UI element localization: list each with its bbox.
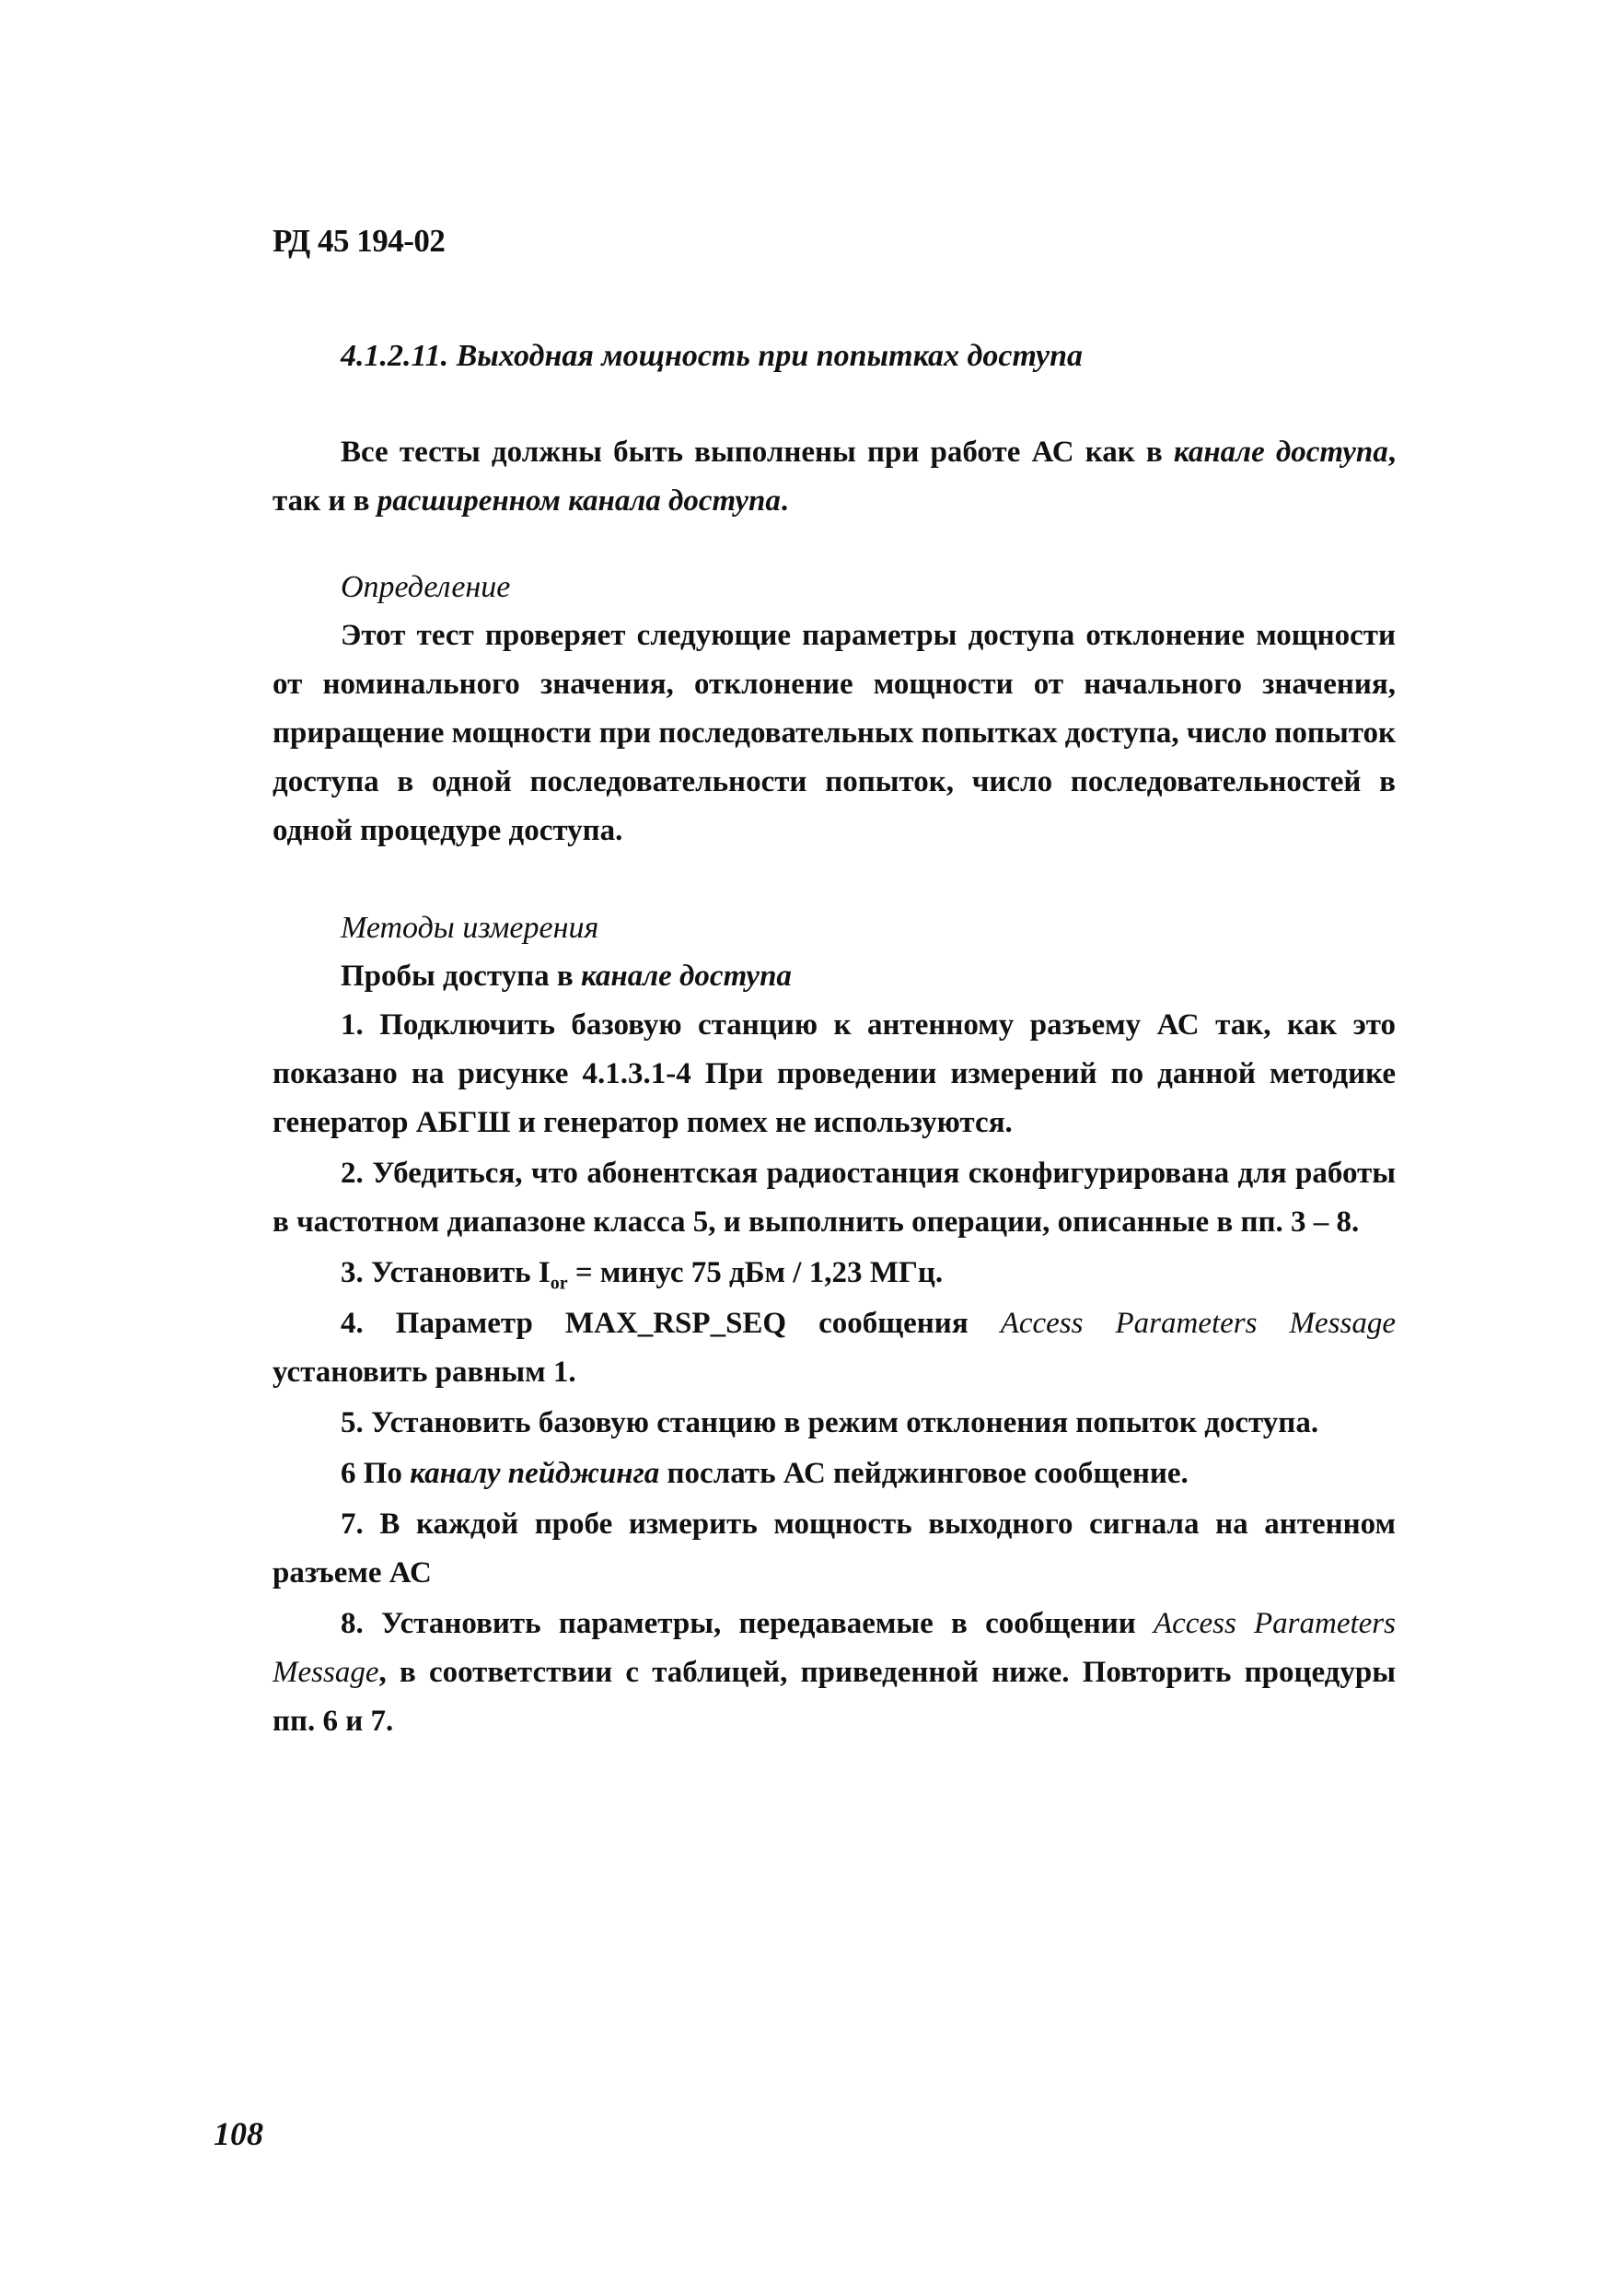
methods-heading: Методы измерения xyxy=(341,911,599,945)
step-4: 4. Параметр MAX_RSP_SEQ сообщения Access Parameters Message установить равным 1. xyxy=(273,1307,1396,1389)
probe-intro: Пробы доступа в канале доступа xyxy=(341,960,792,993)
page-number: 108 xyxy=(214,2115,263,2152)
step-8: 8. Установить параметры, передаваемые в сообщении Access Parameters Message, в соответствии с таблицей, приведенной ниже. Повторить процедуры пп. 6 и 7. xyxy=(273,1607,1396,1738)
term-extended-access-channel: расширенном канала доступа xyxy=(377,484,781,518)
page-content xyxy=(273,332,1396,1748)
section-title: 4.1.2.11. Выходная мощность при попытках доступа xyxy=(341,339,1084,373)
term-access-parameters-message: Access Parameters Message xyxy=(1000,1307,1396,1340)
definition-heading: Определение xyxy=(341,570,511,604)
step-1: 1. Подключить базовую станцию к антенному разъему АС так, как это показано на рисунке 4.1.3.1-4 При проведении измерений по данной методике генератор АБГШ и генератор помех не используются. xyxy=(273,1008,1396,1139)
document-code-header: РД 45 194-02 xyxy=(273,223,446,259)
term-access-parameters-message-2: Access Parameters Message xyxy=(273,1607,1396,1689)
step-6: 6 По каналу пейджинга послать АС пейджинговое сообщение. xyxy=(341,1457,1189,1490)
term-paging-channel: каналу пейджинга xyxy=(410,1457,660,1490)
step-2: 2. Убедиться, что абонентская радиостанция сконфигурирована для работы в частотном диапазоне класса 5, и выполнить операции, описанные в пп. 3 – 8. xyxy=(273,1157,1396,1239)
step-7: 7. В каждой пробе измерить мощность выходного сигнала на антенном разъеме АС xyxy=(273,1508,1396,1589)
term-access-channel-2: канале доступа xyxy=(581,960,792,993)
section-intro-paragraph: Все тесты должны быть выполнены при работе АС как в канале доступа, так и в расширенном канала доступа. xyxy=(273,436,1397,518)
step-3: 3. Установить $I_{or}$ = минус 75 дБм / 1,23 МГц. xyxy=(341,1256,944,1294)
term-access-channel: канале доступа xyxy=(1173,436,1388,469)
step-5: 5. Установить базовую станцию в режим отклонения попыток доступа. xyxy=(341,1406,1319,1439)
definition-paragraph: Этот тест проверяет следующие параметры доступа отклонение мощности от номинального значения, отклонение мощности от начального значения, приращение мощности при последовательных попытках доступа, число попыток доступа в одной последовательности попыток, число последовательностей в одной процедуре доступа. xyxy=(273,619,1396,847)
